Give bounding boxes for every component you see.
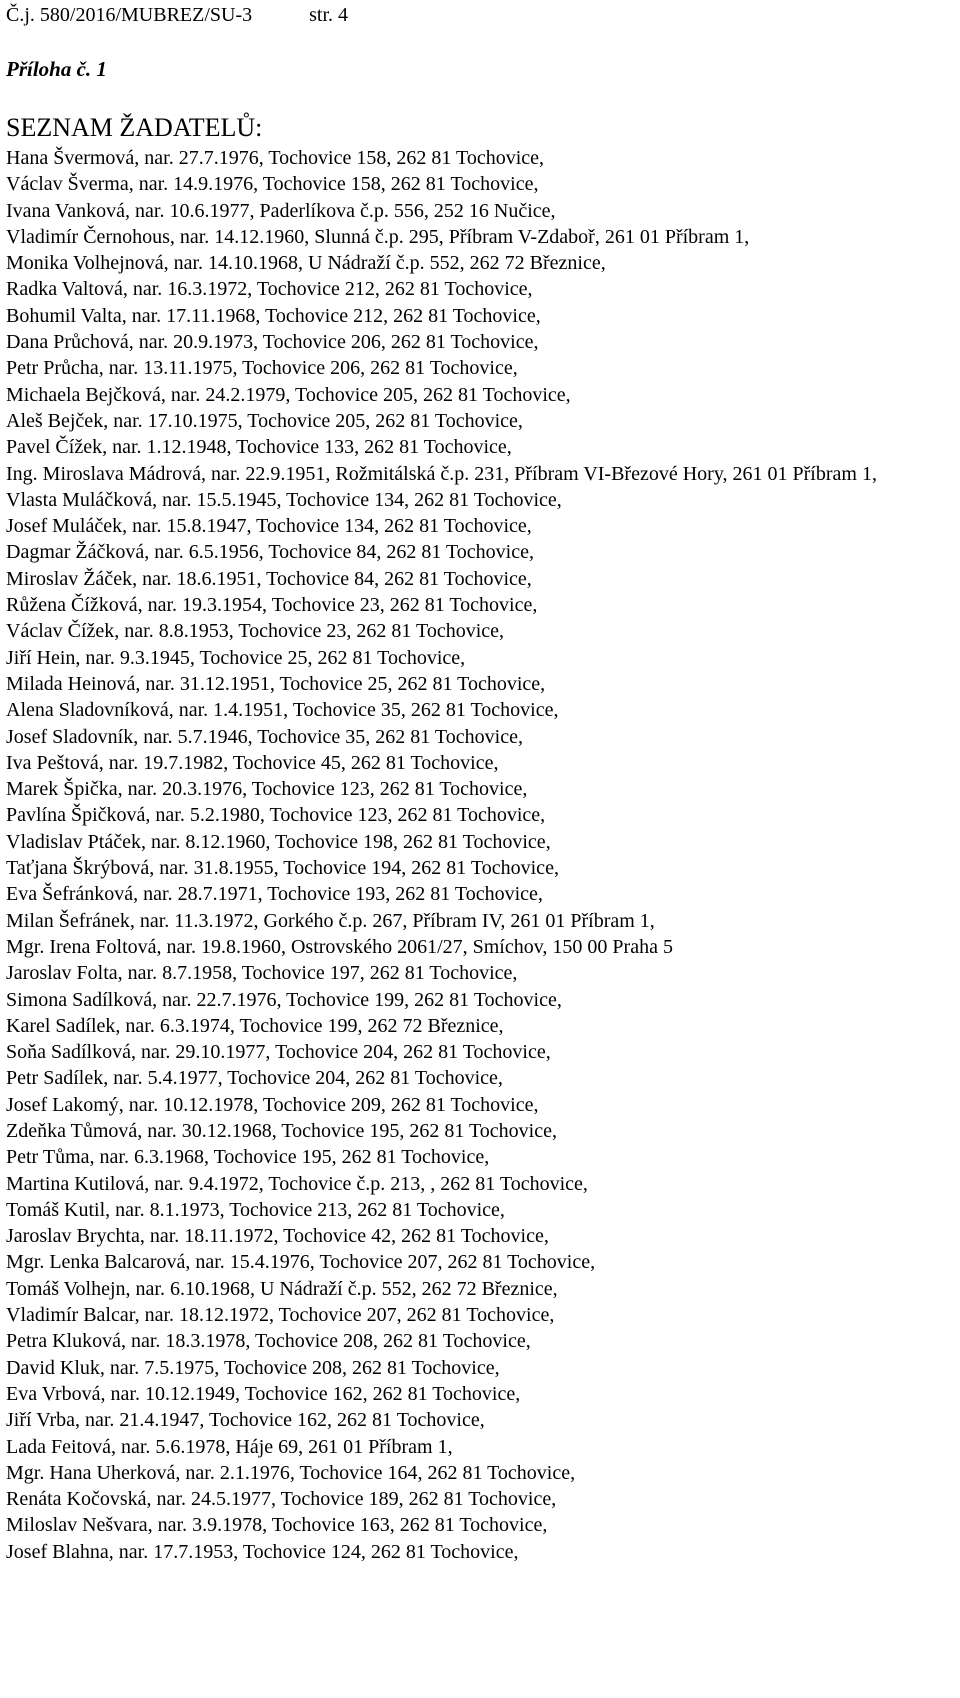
attachment-label: Příloha č. 1 [6,57,107,81]
applicant-entry: Pavlína Špičková, nar. 5.2.1980, Tochovice 123, 262 81 Tochovice, [6,804,546,827]
applicant-entry: Josef Sladovník, nar. 5.7.1946, Tochovice 35, 262 81 Tochovice, [6,725,523,748]
applicant-entry: Eva Šefránková, nar. 28.7.1971, Tochovice 193, 262 81 Tochovice, [6,883,543,906]
applicant-entry: Jiří Vrba, nar. 21.4.1947, Tochovice 162, 262 81 Tochovice, [6,1409,485,1432]
applicant-entry: Ivana Vanková, nar. 10.6.1977, Paderlíkova č.p. 556, 252 16 Nučice, [6,199,556,222]
applicant-entry: Josef Lakomý, nar. 10.12.1978, Tochovice 209, 262 81 Tochovice, [6,1093,539,1116]
applicant-list [6,145,956,1565]
applicant-entry: Vladislav Ptáček, nar. 8.12.1960, Tochovice 198, 262 81 Tochovice, [6,830,551,853]
applicant-entry: Hana Švermová, nar. 27.7.1976, Tochovice 158, 262 81 Tochovice, [6,147,545,169]
applicant-entry: Bohumil Valta, nar. 17.11.1968, Tochovice 212, 262 81 Tochovice, [6,304,541,327]
page-number: str. 4 [309,4,349,26]
applicant-entry: Milan Šefránek, nar. 11.3.1972, Gorkého č.p. 267, Příbram IV, 261 01 Příbram 1, [6,909,655,932]
applicant-entry: Marek Špička, nar. 20.3.1976, Tochovice 123, 262 81 Tochovice, [6,778,528,801]
applicant-entry: Růžena Čížková, nar. 19.3.1954, Tochovice 23, 262 81 Tochovice, [6,594,538,617]
applicant-entry: Jiří Hein, nar. 9.3.1945, Tochovice 25, 262 81 Tochovice, [6,646,466,669]
applicant-entry: Miroslav Žáček, nar. 18.6.1951, Tochovice 84, 262 81 Tochovice, [6,567,532,590]
page-header [6,2,348,28]
reference-number: Č.j. 580/2016/MUBREZ/SU-3 [6,4,253,26]
applicant-entry: Karel Sadílek, nar. 6.3.1974, Tochovice 199, 262 72 Březnice, [6,1014,504,1037]
applicant-entry: Mgr. Lenka Balcarová, nar. 15.4.1976, Tochovice 207, 262 81 Tochovice, [6,1251,596,1274]
applicant-entry: Josef Blahna, nar. 17.7.1953, Tochovice 124, 262 81 Tochovice, [6,1540,519,1563]
applicant-entry: Dagmar Žáčková, nar. 6.5.1956, Tochovice 84, 262 81 Tochovice, [6,541,534,564]
applicant-entry: Tomáš Kutil, nar. 8.1.1973, Tochovice 213, 262 81 Tochovice, [6,1198,505,1221]
applicant-entry: Zdeňka Tůmová, nar. 30.12.1968, Tochovice 195, 262 81 Tochovice, [6,1119,557,1142]
applicant-entry: Vlasta Muláčková, nar. 15.5.1945, Tochovice 134, 262 81 Tochovice, [6,488,562,511]
applicant-entry: Jaroslav Brychta, nar. 18.11.1972, Tochovice 42, 262 81 Tochovice, [6,1225,549,1248]
applicant-entry: Renáta Kočovská, nar. 24.5.1977, Tochovice 189, 262 81 Tochovice, [6,1488,557,1511]
applicant-entry: Petra Kluková, nar. 18.3.1978, Tochovice 208, 262 81 Tochovice, [6,1330,531,1353]
applicant-entry: Radka Valtová, nar. 16.3.1972, Tochovice 212, 262 81 Tochovice, [6,278,533,301]
applicant-entry: Michaela Bejčková, nar. 24.2.1979, Tochovice 205, 262 81 Tochovice, [6,383,571,406]
applicant-entry: Pavel Čížek, nar. 1.12.1948, Tochovice 133, 262 81 Tochovice, [6,436,512,459]
applicant-entry: Lada Feitová, nar. 5.6.1978, Háje 69, 261 01 Příbram 1, [6,1435,453,1458]
applicant-entry: Petr Sadílek, nar. 5.4.1977, Tochovice 204, 262 81 Tochovice, [6,1067,503,1090]
applicant-entry: David Kluk, nar. 7.5.1975, Tochovice 208, 262 81 Tochovice, [6,1356,500,1379]
applicant-entry: Monika Volhejnová, nar. 14.10.1968, U Nádraží č.p. 552, 262 72 Březnice, [6,252,606,275]
applicant-entry: Dana Průchová, nar. 20.9.1973, Tochovice 206, 262 81 Tochovice, [6,331,539,354]
applicant-entry: Petr Tůma, nar. 6.3.1968, Tochovice 195, 262 81 Tochovice, [6,1146,490,1169]
applicant-entry: Iva Peštová, nar. 19.7.1982, Tochovice 45, 262 81 Tochovice, [6,751,499,774]
applicant-entry: Martina Kutilová, nar. 9.4.1972, Tochovice č.p. 213, , 262 81 Tochovice, [6,1172,588,1195]
applicant-entry: Petr Průcha, nar. 13.11.1975, Tochovice 206, 262 81 Tochovice, [6,357,518,380]
applicant-entry: Mgr. Hana Uherková, nar. 2.1.1976, Tochovice 164, 262 81 Tochovice, [6,1461,576,1484]
applicant-entry: Václav Šverma, nar. 14.9.1976, Tochovice 158, 262 81 Tochovice, [6,173,539,196]
applicant-entry: Miloslav Nešvara, nar. 3.9.1978, Tochovice 163, 262 81 Tochovice, [6,1514,548,1537]
applicant-entry: Soňa Sadílková, nar. 29.10.1977, Tochovice 204, 262 81 Tochovice, [6,1041,551,1064]
applicant-entry: Josef Muláček, nar. 15.8.1947, Tochovice 134, 262 81 Tochovice, [6,515,532,538]
applicant-entry: Vladimír Balcar, nar. 18.12.1972, Tochovice 207, 262 81 Tochovice, [6,1304,555,1327]
applicant-entry: Ing. Miroslava Mádrová, nar. 22.9.1951, Rožmitálská č.p. 231, Příbram VI-Březové Hory, 261 01 Příbram 1, [6,462,877,485]
applicant-entry: Simona Sadílková, nar. 22.7.1976, Tochovice 199, 262 81 Tochovice, [6,988,562,1011]
applicant-entry: Tomáš Volhejn, nar. 6.10.1968, U Nádraží č.p. 552, 262 72 Březnice, [6,1277,558,1300]
applicant-entry: Václav Čížek, nar. 8.8.1953, Tochovice 23, 262 81 Tochovice, [6,620,505,643]
applicant-entry: Milada Heinová, nar. 31.12.1951, Tochovice 25, 262 81 Tochovice, [6,672,546,695]
list-title: SEZNAM ŽADATELŮ: [6,113,263,142]
applicant-entry: Vladimír Černohous, nar. 14.12.1960, Slunná č.p. 295, Příbram V-Zdaboř, 261 01 Příbram 1, [6,225,750,248]
applicant-entry: Taťjana Škrýbová, nar. 31.8.1955, Tochovice 194, 262 81 Tochovice, [6,857,559,880]
applicant-entry: Eva Vrbová, nar. 10.12.1949, Tochovice 162, 262 81 Tochovice, [6,1382,521,1405]
applicant-entry: Mgr. Irena Foltová, nar. 19.8.1960, Ostrovského 2061/27, Smíchov, 150 00 Praha 5 [6,935,673,958]
applicant-entry: Jaroslav Folta, nar. 8.7.1958, Tochovice 197, 262 81 Tochovice, [6,962,518,985]
applicant-entry: Aleš Bejček, nar. 17.10.1975, Tochovice 205, 262 81 Tochovice, [6,409,523,432]
applicant-entry: Alena Sladovníková, nar. 1.4.1951, Tochovice 35, 262 81 Tochovice, [6,699,559,722]
